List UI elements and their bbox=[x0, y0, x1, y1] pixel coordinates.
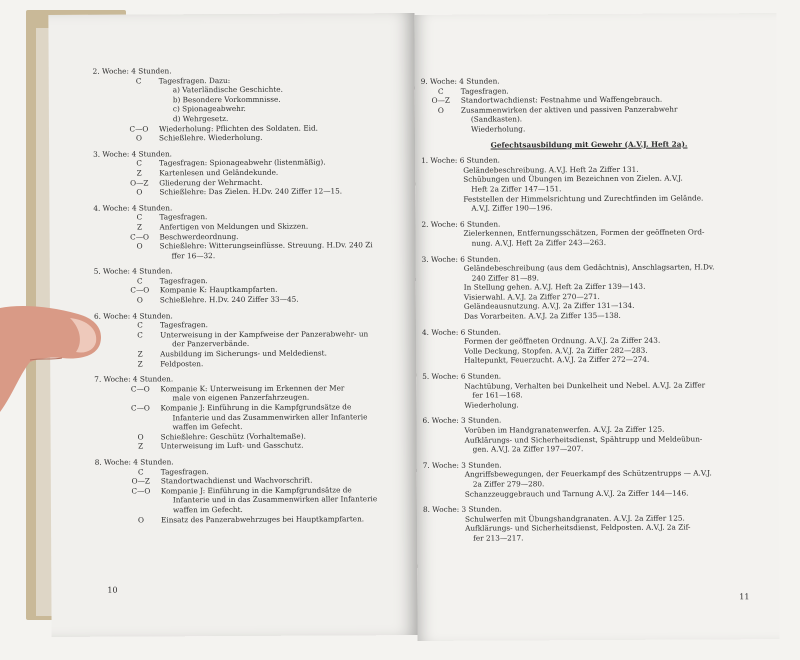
schedule-line: Haltepunkt, Feuerzucht. A.V.J. 2a Ziffer 272—274. bbox=[464, 355, 650, 366]
item-text: Zusammenwirken der aktiven und passiven Panzerabwehr bbox=[460, 104, 678, 115]
schedule-line: Schanzzeuggebrauch und Tarnung A.V.J. 2a Ziffer 144—146. bbox=[464, 488, 689, 499]
item-text: Schießlehre: Geschütz (Vorhaltemaße). bbox=[160, 431, 306, 442]
section-title: Gefechtsausbildung mit Gewehr (A.V.J. Heft 2a). bbox=[490, 139, 688, 150]
item-code: C—O bbox=[131, 486, 151, 496]
left-page-number: 10 bbox=[107, 585, 118, 595]
item-text: Kompanie J: Einführung in die Kampfgrundsätze de bbox=[160, 402, 352, 413]
item-code: Z bbox=[138, 441, 144, 451]
week-heading: 9. Woche: 4 Stunden. bbox=[420, 76, 500, 86]
item-text: Tagesfragen. bbox=[160, 466, 209, 476]
item-code: C bbox=[136, 276, 143, 286]
item-text: Schießlehre: Witterungseinflüsse. Streuung. H.Dv. 240 Zi bbox=[159, 240, 373, 251]
item-code: O bbox=[135, 133, 143, 143]
item-code bbox=[132, 251, 172, 261]
schedule-line: In Stellung gehen. A.V.J. Heft 2a Ziffer 139—143. bbox=[463, 282, 646, 292]
schedule-item bbox=[94, 250, 404, 261]
schedule-line: gen. A.V.J. 2a Ziffer 197—207. bbox=[472, 444, 584, 454]
schedule-line: Vorüben im Handgranatenwerfen. A.V.J. 2a Ziffer 125. bbox=[464, 424, 665, 435]
schedule-line: Visierwahl. A.V.J. 2a Ziffer 270—271. bbox=[463, 291, 600, 302]
item-code: O bbox=[136, 187, 143, 197]
item-text: Infanterie und in das Zusammenwirken aller Infanterie bbox=[172, 494, 378, 505]
schedule-line: Das Vorarbeiten. A.V.J. 2a Ziffer 135—138. bbox=[463, 310, 621, 321]
right-page-text bbox=[421, 75, 759, 549]
week-heading: 1. Woche: 6 Stunden. bbox=[421, 155, 501, 166]
item-code: Z bbox=[137, 359, 143, 369]
week-heading: 2. Woche: 6 Stunden. bbox=[421, 219, 501, 229]
schedule-item bbox=[94, 358, 404, 369]
schedule-line: Schulwerfen mit Übungshandgranaten. A.V.J. 2a Ziffer 125. bbox=[464, 513, 685, 524]
item-code bbox=[133, 95, 173, 105]
item-text: Tagesfragen. bbox=[159, 320, 208, 330]
item-code bbox=[132, 340, 172, 350]
item-code: O—Z bbox=[431, 95, 451, 106]
week-heading: 7. Woche: 4 Stunden. bbox=[94, 374, 174, 384]
item-text: Kompanie K: Hauptkampfarten. bbox=[159, 285, 278, 295]
item-text: Schießlehre. Wiederholung. bbox=[158, 132, 263, 143]
item-code bbox=[133, 423, 173, 433]
right-page bbox=[414, 13, 779, 641]
schedule-line: 2a Ziffer 279—280. bbox=[472, 479, 545, 489]
thumb-holding-book bbox=[0, 300, 108, 415]
schedule-line: fer 213—217. bbox=[473, 533, 524, 543]
item-code: O—Z bbox=[131, 476, 151, 486]
item-code: C bbox=[437, 86, 444, 96]
schedule-item bbox=[93, 132, 403, 143]
week-block bbox=[94, 310, 404, 369]
schedule-item bbox=[95, 514, 405, 525]
week-heading: 2. Woche: 4 Stunden. bbox=[92, 66, 172, 76]
item-code: C—O bbox=[130, 403, 150, 413]
item-text: d) Wehrgesetz. bbox=[172, 113, 229, 124]
item-code bbox=[431, 115, 471, 125]
item-code: Z bbox=[136, 222, 143, 232]
item-code: O bbox=[136, 295, 143, 305]
week-block bbox=[422, 370, 758, 410]
schedule-line: Aufklärungs- und Sicherheitsdienst, Feldposten. A.V.J. 2a Zif- bbox=[465, 522, 691, 534]
item-code bbox=[133, 496, 173, 506]
item-code bbox=[133, 105, 173, 115]
schedule-line: Nachtübung, Verhalten bei Dunkelheit und Nebel. A.V.J. 2a Ziffer bbox=[464, 380, 706, 391]
schedule-line: Geländeausnutzung. A.V.J. 2a Ziffer 131—134. bbox=[463, 301, 635, 312]
item-code: C bbox=[137, 320, 143, 330]
item-code: C—O bbox=[130, 231, 149, 242]
item-text: Infanterie und das Zusammenwirken aller Infanterie bbox=[172, 411, 368, 422]
schedule-line: Aufklärungs- und Sicherheitsdienst, Spähtrupp und Meldeübun- bbox=[464, 434, 703, 445]
item-code: C bbox=[135, 76, 142, 86]
schedule-line: A.V.J. Ziffer 190—196. bbox=[471, 203, 553, 213]
week-block bbox=[95, 456, 405, 525]
week-block bbox=[94, 373, 404, 451]
week-block bbox=[421, 218, 757, 249]
week-block bbox=[423, 459, 759, 499]
schedule-line: nung. A.V.J. Heft 2a Ziffer 243—263. bbox=[471, 237, 607, 248]
item-text: Tagesfragen: Spionageabwehr (listenmäßig). bbox=[159, 157, 326, 168]
item-code bbox=[431, 125, 471, 135]
item-text: waffen im Gefecht. bbox=[172, 504, 243, 515]
item-code bbox=[133, 85, 173, 95]
schedule-line: Schübungen und Übungen im Bezeichnen von Zielen. A.V.J. bbox=[463, 173, 683, 185]
item-code: Z bbox=[137, 349, 143, 359]
item-code: C bbox=[136, 212, 143, 222]
item-code: O bbox=[137, 515, 145, 525]
week-block bbox=[421, 154, 757, 213]
item-text: Wiederholung: Pflichten des Soldaten. Eid. bbox=[158, 123, 318, 133]
item-code: O—Z bbox=[130, 177, 149, 188]
item-code: C bbox=[136, 158, 142, 168]
item-text: b) Besondere Vorkommnisse. bbox=[172, 94, 281, 105]
schedule-item bbox=[421, 123, 757, 134]
item-text: Kompanie J: Einführung in die Kampfgrundsätze de bbox=[160, 485, 352, 496]
item-text: Beschwerdeordnung. bbox=[159, 231, 239, 241]
item-code bbox=[133, 505, 173, 515]
item-text: Einsatz des Panzerabwehrzuges bei Hauptkampfarten. bbox=[160, 513, 365, 524]
item-text: Schießlehre. H.Dv. 240 Ziffer 33—45. bbox=[159, 294, 299, 305]
schedule-line: Geländebeschreibung. A.V.J. Heft 2a Ziffer 131. bbox=[463, 164, 639, 175]
schedule-line: Zielerkennen, Entfernungsschätzen, Formen der geöffneten Ord- bbox=[463, 227, 705, 239]
item-text: waffen im Gefecht. bbox=[172, 422, 243, 432]
week-block bbox=[423, 503, 759, 543]
week-heading: 6. Woche: 3 Stunden. bbox=[422, 415, 502, 426]
week-block bbox=[93, 202, 403, 261]
schedule-line: 240 Ziffer 81—89. bbox=[471, 272, 539, 283]
week-block bbox=[421, 75, 757, 134]
schedule-line: Geländebeschreibung (aus dem Gedächtnis), Anschlagsarten, H.Dv. bbox=[463, 262, 715, 273]
item-text: Feldposten. bbox=[160, 358, 204, 369]
schedule-item bbox=[94, 294, 404, 305]
week-heading: 4. Woche: 6 Stunden. bbox=[422, 327, 501, 337]
item-code: C—O bbox=[130, 285, 150, 296]
week-block bbox=[93, 148, 403, 198]
week-heading: 7. Woche: 3 Stunden. bbox=[422, 460, 502, 470]
item-text: male von eigenen Panzerfahrzeugen. bbox=[172, 393, 310, 403]
item-text: a) Vaterländische Geschichte. bbox=[172, 84, 283, 95]
item-code: O bbox=[437, 105, 444, 115]
week-heading: 5. Woche: 6 Stunden. bbox=[422, 371, 502, 381]
item-text: Tagesfragen. bbox=[159, 212, 208, 222]
left-page-text bbox=[93, 65, 405, 531]
item-code bbox=[132, 413, 172, 423]
item-text: Schießlehre: Das Zielen. H.Dv. 240 Ziffer 12—15. bbox=[159, 186, 343, 197]
week-heading: 8. Woche: 4 Stunden. bbox=[94, 457, 174, 467]
item-text: Wiederholung. bbox=[470, 124, 526, 134]
item-code: O bbox=[137, 432, 144, 442]
week-heading: 5. Woche: 4 Stunden. bbox=[93, 266, 173, 277]
item-text: Tagesfragen. Dazu: bbox=[158, 75, 231, 85]
item-text: Tagesfragen. bbox=[460, 86, 509, 96]
item-text: Standortwachdienst: Festnahme und Waffengebrauch. bbox=[460, 94, 663, 105]
schedule-line: Volle Deckung, Stopfen. A.V.J. 2a Ziffer 282—283. bbox=[464, 345, 648, 356]
item-text: Unterweisung im Luft- und Gasschutz. bbox=[160, 441, 304, 451]
item-text: (Sandkasten). bbox=[470, 114, 523, 125]
item-code: Z bbox=[136, 168, 142, 178]
week-heading: 6. Woche: 4 Stunden. bbox=[93, 310, 173, 321]
item-code: C bbox=[137, 467, 144, 477]
week-block bbox=[93, 65, 403, 143]
week-block bbox=[422, 326, 758, 366]
week-block bbox=[94, 265, 404, 305]
item-text: Kompanie K: Unterweisung im Erkennen der Mer bbox=[160, 383, 345, 394]
item-code bbox=[132, 394, 172, 404]
item-text: Anfertigen von Meldungen und Skizzen. bbox=[159, 221, 309, 232]
item-text: Unterweisung in der Kampfweise der Panzerabwehr- un bbox=[160, 329, 369, 340]
schedule-line: Angriffsbewegungen, der Feuerkampf des Schützentrupps — A.V.J. bbox=[464, 468, 712, 480]
schedule-line: Feststellen der Himmelsrichtung und Zurechtfinden im Gelände. bbox=[463, 192, 704, 204]
item-text: c) Spionageabwehr. bbox=[172, 104, 246, 114]
item-code: C—O bbox=[130, 384, 150, 394]
schedule-line: fer 161—168. bbox=[472, 390, 523, 400]
item-code: C—O bbox=[129, 124, 149, 134]
schedule-item bbox=[93, 186, 403, 197]
item-text: der Panzerverbände. bbox=[172, 339, 250, 349]
item-text: Tagesfragen. bbox=[159, 276, 208, 286]
week-heading: 8. Woche: 3 Stunden. bbox=[422, 504, 502, 515]
schedule-line: Heft 2a Ziffer 147—151. bbox=[471, 184, 562, 194]
week-heading: 4. Woche: 4 Stunden. bbox=[93, 203, 173, 213]
schedule-item bbox=[95, 440, 405, 451]
item-text: Ausbildung im Sicherungs- und Meldedienst. bbox=[160, 348, 327, 359]
week-heading: 3. Woche: 6 Stunden. bbox=[421, 254, 501, 264]
item-text: Kartenlesen und Geländekunde. bbox=[159, 167, 279, 178]
item-code: C bbox=[137, 330, 143, 340]
schedule-line: Formen der geöffneten Ordnung. A.V.J. 2a Ziffer 243. bbox=[464, 335, 661, 346]
item-code: O bbox=[136, 241, 143, 251]
item-code bbox=[133, 114, 173, 124]
schedule-line: Wiederholung. bbox=[464, 400, 519, 410]
week-block bbox=[422, 253, 758, 322]
item-text: ffer 16—32. bbox=[171, 250, 216, 261]
week-heading: 3. Woche: 4 Stunden. bbox=[93, 149, 173, 159]
item-text: Standortwachdienst und Wachvorschrift. bbox=[160, 475, 313, 486]
right-page-number: 11 bbox=[739, 592, 750, 602]
item-text: Gliederung der Wehrmacht. bbox=[159, 177, 263, 187]
week-block bbox=[422, 415, 758, 455]
